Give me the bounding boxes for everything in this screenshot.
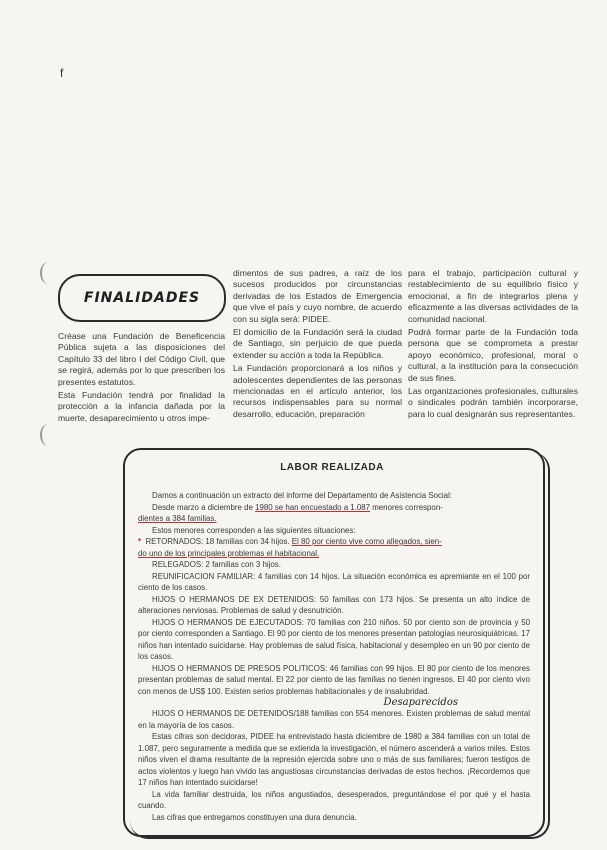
paragraph: * RETORNADOS: 18 familias con 34 hijos. El 80 por ciento vive como allegados, sien- do uno de los principales problemas el habitacional.: [138, 537, 442, 558]
paragraph: Las cifras que entregamos constituyen una dura denuncia.: [152, 812, 357, 822]
paragraph: La Fundación proporcionará a los niños y adolescentes dependientes de las personas mencionadas en el artículo anterior, los recursos indispensables para su normal desarrollo, educación, preparación: [233, 363, 402, 419]
paragraph: HIJOS O HERMANOS DE DETENIDOS/188 familias con 554 menores. Existen problemas de salud mental en la mayoría de los casos.: [138, 709, 530, 730]
paragraph: HIJOS O HERMANOS DE EJECUTADOS: 70 familias con 210 niños. 50 por ciento son de provincia y 50 por ciento corresponden a Santiago. El 90 por ciento de los menores presentan patologías neurosiquiátricas. 17 niños han intentado suicidarse. Hay problemas de salud física, habitacional y desempleo en un 90 por ciento de los casos.: [138, 617, 530, 661]
paragraph: HIJOS O HERMANOS DE PRESOS POLITICOS: 46 familias con 99 hijos. El 80 por ciento de los menores presentan problemas de salud mental. El 22 por ciento de las familias no tienen ingresos. El 40 por ciento vivo con menos de US$ 100. Existen serios problemas habitacionales y de insalubridad.: [138, 663, 530, 696]
column-3: [408, 268, 578, 422]
handwritten-note-line: [138, 697, 458, 708]
column-1: [58, 331, 225, 426]
paragraph: Estas cifras son decidoras, PIDEE ha entrevistado hasta diciembre de 1980 a 384 familias con un total de 1.087, pero seguramente a medida que se extienda la investigación, el número ascenderá a varios miles. Estos niños viven el drama resultante de la represión ejercida sobre uno o más de sus familiares; fueron testigos de actos violentos y luego han vivido las angustiosas circunstancias derivadas de estos hechos. ¡Recordemos que 17 niños han intentado suicidarse!: [138, 732, 530, 787]
paragraph: Esta Fundación tendrá por finalidad la protección a la infancia dañada por la muerte, desaparecimiento u otros impe-: [58, 390, 225, 423]
punch-hole-mark: [40, 262, 56, 284]
paragraph: para el trabajo, participación cultural y restablecimiento de su equilibrio físico y emocional, a fin de integrarlos plena y eficazmente a las diversas actividades de la comunidad nacional.: [408, 268, 578, 324]
paragraph: REUNIFICACION FAMILIAR: 4 familias con 14 hijos. La situación económica es apremiante en el 100 por ciento de los casos.: [138, 571, 530, 592]
section-title: FINALIDADES: [83, 290, 201, 306]
paragraph: La vida familiar destruida, los niños angustiados, desesperados, preguntándose el por qué y el hasta cuando.: [138, 789, 530, 810]
punch-hole-mark: [40, 424, 56, 446]
labor-body: [138, 490, 530, 823]
margin-mark: f: [60, 66, 64, 80]
paragraph: El domicilio de la Fundación será la ciudad de Santiago, sin perjuicio de que pueda extender su acción a toda la República.: [233, 327, 402, 360]
paragraph: Podrá formar parte de la Fundación toda persona que se comprometa a prestar apoyo económico, profesional, moral o cultural, a la institución para la consecución de sus fines.: [408, 327, 578, 383]
labor-title: LABOR REALIZADA: [280, 462, 384, 473]
paragraph: RELEGADOS: 2 familias con 3 hijos.: [152, 560, 281, 569]
column-2: [233, 268, 402, 422]
paragraph: Damos a continuación un extracto del informe del Departamento de Asistencia Social:: [152, 491, 453, 500]
section-title-box: [58, 274, 226, 322]
paragraph: Desde marzo a diciembre de 1980 se han encuestado a 1.087 menores correspon- dientes a 384 familias.: [138, 502, 443, 523]
paragraph: Créase una Fundación de Beneficencia Pública sujeta a las disposiciones del Capítulo 33 del libro I del Código Civil, que se regirá, además por lo que prescriben los presentes estatutos.: [58, 331, 225, 387]
handwritten-note: Desaparecidos: [383, 697, 458, 708]
paragraph: Las organizaciones profesionales, culturales o sindicales podrán también incorporarse, para lo cual designarán sus representantes.: [408, 386, 578, 419]
paragraph: HIJOS O HERMANOS DE EX DETENIDOS: 50 familias con 173 hijos. Se presenta un alto índice de alteraciones nerviosas. Problemas de salud y desnutrición.: [138, 594, 530, 615]
paragraph: Estos menores corresponden a las siguientes situaciones:: [152, 525, 356, 535]
asterisk-mark: *: [138, 537, 142, 546]
paragraph: dimentos de sus padres, a raíz de los sucesos producidos por circunstancias derivadas de los Estados de Emergencia que vive el país y cuyo nombre, de acuerdo con su sigla será: PIDEE.: [233, 268, 402, 324]
